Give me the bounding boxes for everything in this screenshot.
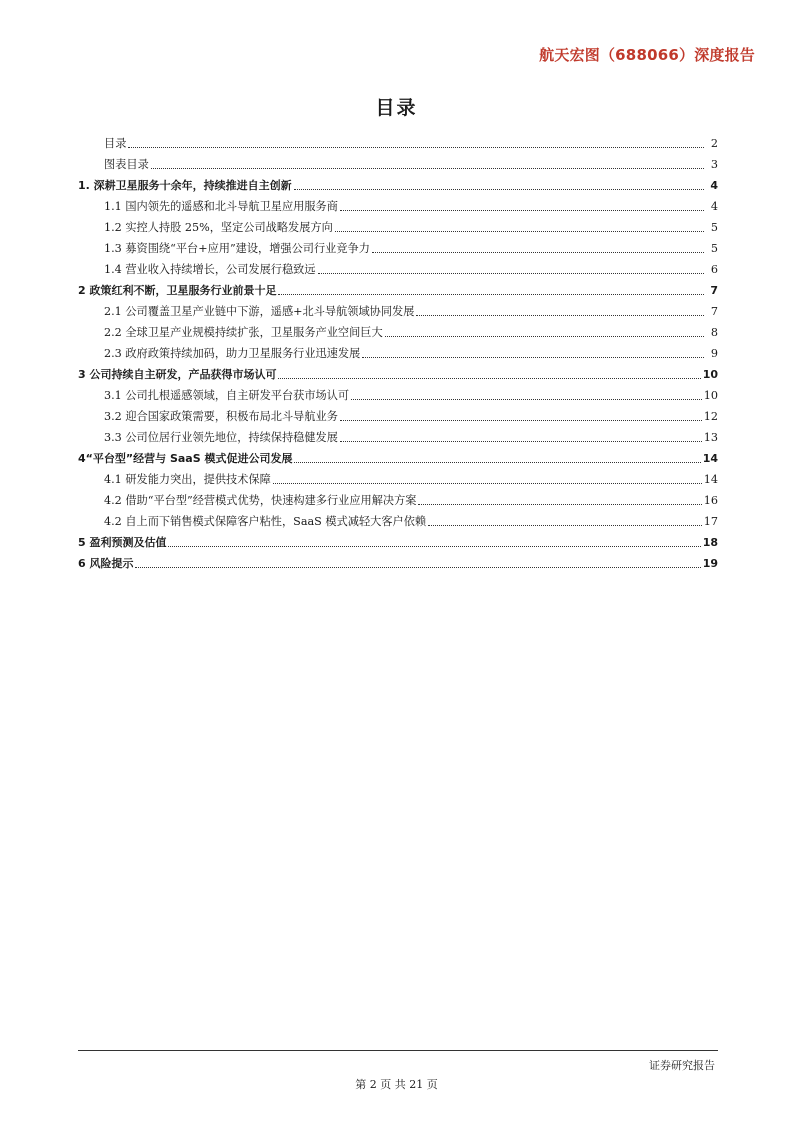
toc-leader-dots: [385, 336, 704, 337]
toc-entry-label: 1.3 募资围绕“平台+应用”建设，增强公司行业竞争力: [104, 242, 370, 255]
toc-entry[interactable]: [78, 529, 718, 550]
toc-entry[interactable]: [78, 193, 718, 214]
toc-leader-dots: [340, 210, 704, 211]
toc-entry[interactable]: [78, 172, 718, 193]
toc-entry[interactable]: [78, 340, 718, 361]
toc-entry-page: 3: [710, 158, 718, 171]
toc-leader-dots: [428, 525, 702, 526]
toc-entry-page: 12: [703, 410, 718, 423]
toc-entry-label: 2.3 政府政策持续加码，助力卫星服务行业迅速发展: [104, 347, 361, 360]
toc-entry[interactable]: [78, 277, 718, 298]
toc-leader-dots: [416, 315, 704, 316]
toc-entry-page: 8: [710, 326, 718, 339]
toc-entry-label: 3.2 迎合国家政策需要，积极布局北斗导航业务: [104, 410, 338, 423]
toc-leader-dots: [335, 231, 704, 232]
toc-entry-page: 10: [702, 368, 718, 381]
footer-divider: [78, 1050, 718, 1051]
toc-entry[interactable]: [78, 487, 718, 508]
toc-entry-page: 7: [710, 305, 718, 318]
toc-entry[interactable]: [78, 382, 718, 403]
toc-entry[interactable]: [78, 214, 718, 235]
toc-entry[interactable]: [78, 466, 718, 487]
toc-entry-page: 4: [710, 200, 718, 213]
toc-leader-dots: [128, 147, 704, 148]
toc-entry-page: 18: [702, 536, 718, 549]
toc-leader-dots: [418, 504, 701, 505]
toc-entry-page: 5: [710, 221, 718, 234]
toc-entry[interactable]: [78, 550, 718, 571]
toc-entry[interactable]: [78, 256, 718, 277]
toc-leader-dots: [135, 567, 700, 568]
toc-entry-page: 7: [710, 284, 718, 297]
toc-leader-dots: [151, 168, 704, 169]
footer-brand: 证券研究报告: [649, 1059, 715, 1072]
table-of-contents: [78, 130, 718, 571]
toc-entry-label: 2.2 全球卫星产业规模持续扩张，卫星服务产业空间巨大: [104, 326, 383, 339]
toc-entry-label: 2 政策红利不断，卫星服务行业前景十足: [78, 284, 277, 297]
toc-entry[interactable]: [78, 235, 718, 256]
toc-leader-dots: [340, 441, 702, 442]
toc-leader-dots: [318, 273, 704, 274]
toc-entry-label: 3 公司持续自主研发，产品获得市场认可: [78, 368, 277, 381]
toc-leader-dots: [273, 483, 702, 484]
toc-entry-page: 6: [710, 263, 718, 276]
toc-entry[interactable]: [78, 319, 718, 340]
toc-entry-label: 图表目录: [104, 158, 149, 171]
toc-entry-page: 4: [710, 179, 718, 192]
toc-entry-label: 1.4 营业收入持续增长，公司发展行稳致远: [104, 263, 316, 276]
toc-entry-label: 4.1 研发能力突出，提供技术保障: [104, 473, 271, 486]
toc-entry-label: 4.2 借助“平台型”经营模式优势，快速构建多行业应用解决方案: [104, 494, 417, 507]
toc-entry[interactable]: [78, 130, 718, 151]
toc-entry-label: 6 风险提示: [78, 557, 134, 570]
toc-heading: 目录: [375, 97, 418, 119]
toc-entry-label: 目录: [104, 137, 127, 150]
toc-leader-dots: [362, 357, 704, 358]
toc-entry-page: 2: [710, 137, 718, 150]
toc-entry[interactable]: [78, 361, 718, 382]
toc-leader-dots: [372, 252, 704, 253]
toc-entry[interactable]: [78, 151, 718, 172]
toc-leader-dots: [294, 189, 704, 190]
toc-leader-dots: [294, 462, 700, 463]
toc-leader-dots: [168, 546, 700, 547]
toc-entry-label: 1.2 实控人持股 25%，坚定公司战略发展方向: [104, 221, 333, 234]
toc-entry[interactable]: [78, 298, 718, 319]
toc-leader-dots: [278, 378, 700, 379]
toc-entry-page: 14: [702, 452, 718, 465]
toc-entry-label: 3.1 公司扎根遥感领域，自主研发平台获市场认可: [104, 389, 350, 402]
footer-page-number: 第 2 页 共 21 页: [355, 1078, 438, 1091]
toc-leader-dots: [340, 420, 702, 421]
toc-entry-label: 1. 深耕卫星服务十余年，持续推进自主创新: [78, 179, 292, 192]
toc-entry-label: 4.2 自上而下销售模式保障客户粘性，SaaS 模式减轻大客户依赖: [104, 515, 427, 528]
toc-entry-page: 5: [710, 242, 718, 255]
toc-entry-label: 1.1 国内领先的遥感和北斗导航卫星应用服务商: [104, 200, 338, 213]
toc-entry-label: 5 盈利预测及估值: [78, 536, 167, 549]
toc-entry[interactable]: [78, 508, 718, 529]
toc-entry-page: 13: [703, 431, 718, 444]
toc-entry-page: 16: [703, 494, 718, 507]
toc-leader-dots: [278, 294, 704, 295]
toc-entry[interactable]: [78, 424, 718, 445]
toc-entry-page: 10: [703, 389, 718, 402]
toc-entry-page: 19: [702, 557, 718, 570]
toc-entry-label: 2.1 公司覆盖卫星产业链中下游，遥感+北斗导航领域协同发展: [104, 305, 415, 318]
toc-entry-page: 9: [710, 347, 718, 360]
toc-entry-page: 17: [703, 515, 718, 528]
toc-entry[interactable]: [78, 403, 718, 424]
toc-entry-page: 14: [703, 473, 718, 486]
toc-entry[interactable]: [78, 445, 718, 466]
report-header-title: 航天宏图（688066）深度报告: [539, 46, 755, 64]
toc-entry-label: 3.3 公司位居行业领先地位，持续保持稳健发展: [104, 431, 338, 444]
toc-leader-dots: [351, 399, 702, 400]
toc-entry-label: 4“平台型”经营与 SaaS 模式促进公司发展: [78, 452, 293, 465]
